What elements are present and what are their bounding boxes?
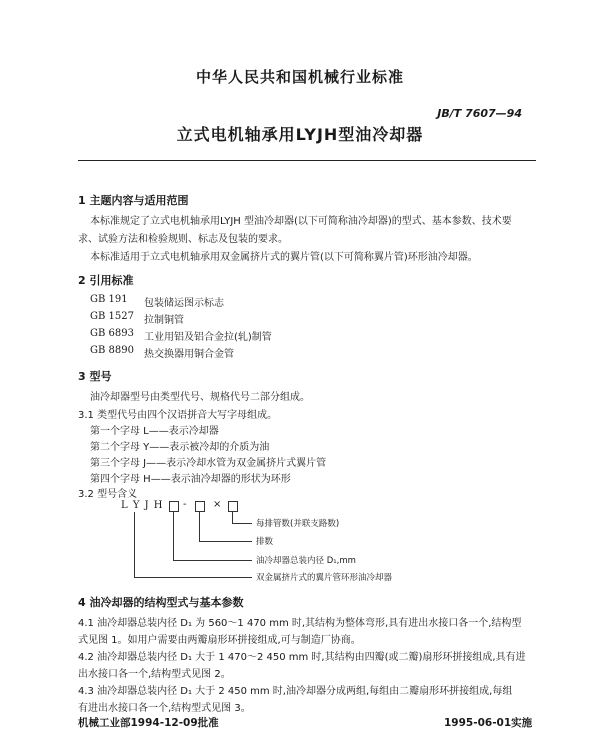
leader-line [199, 541, 252, 542]
diagram-label: 油冷却器总装内径 D₁,mm [256, 556, 356, 566]
section-1-paragraph-1-line-2: 求、试验方法和检验规则、标志及包装的要求。 [78, 234, 288, 245]
clause-4-2-line-2: 出水接口各一个,结构型式见图 2。 [78, 669, 231, 680]
standard-number: JB/T 7607—94 [437, 107, 522, 120]
clause-4-1-line-1: 4.1 油冷却器总装内径 D₁ 为 560～1 470 mm 时,其结构为整体弯形,具有进出水接口各一个,结构型 [78, 618, 522, 629]
reference-name: 拉制铜管 [144, 315, 184, 326]
section-3-heading: 3 型号 [78, 370, 112, 383]
section-4-heading: 4 油冷却器的结构型式与基本参数 [78, 596, 244, 609]
reference-code: GB 1527 [90, 311, 134, 322]
clause-4-3-line-1: 4.3 油冷却器总装内径 D₁ 大于 2 450 mm 时,油冷却器分成两组,每组由二瓣扇形环拼接组成,每组 [78, 686, 513, 697]
effective-date: 1995-06-01实施 [444, 717, 533, 729]
leader-line [173, 560, 252, 561]
leader-line [134, 512, 135, 577]
leader-line [173, 512, 174, 560]
code-times: × [213, 499, 222, 510]
leader-line [134, 577, 252, 578]
reference-name: 工业用铝及铝合金拉(轧)制管 [144, 332, 272, 343]
document-title: 立式电机轴承用LYJH型油冷却器 [176, 125, 424, 144]
reference-code: GB 8890 [90, 345, 134, 356]
clause-3-1: 3.1 类型代号由四个汉语拼音大写字母组成。 [78, 410, 278, 421]
clause-3-2: 3.2 型号含义 [78, 489, 138, 500]
letter-meaning: 第一个字母 L——表示冷却器 [90, 426, 219, 437]
diagram-label: 每排管数(并联支路数) [256, 519, 340, 529]
reference-code: GB 191 [90, 294, 128, 305]
reference-name: 包装储运图示标志 [144, 298, 224, 309]
standard-organization-title: 中华人民共和国机械行业标准 [195, 68, 404, 86]
section-2-heading: 2 引用标准 [78, 274, 134, 287]
reference-code: GB 6893 [90, 328, 134, 339]
clause-4-3-line-2: 有进出水接口各一个,结构型式见图 3。 [78, 703, 251, 714]
diameter-placeholder-box [169, 501, 179, 512]
approval-date: 机械工业部1994-12-09批准 [78, 717, 219, 729]
section-1-heading: 1 主题内容与适用范围 [78, 194, 189, 207]
leader-line [232, 523, 252, 524]
diagram-label: 双金属挤片式的翼片管环形油冷却器 [256, 573, 393, 583]
letter-meaning: 第三个字母 J——表示冷却水管为双金属挤片式翼片管 [90, 458, 327, 469]
section-3-intro: 油冷却器型号由类型代号、规格代号二部分组成。 [90, 392, 310, 403]
letter-meaning: 第四个字母 H——表示油冷却器的形状为环形 [90, 474, 291, 485]
leader-line [232, 512, 233, 523]
leader-line [199, 512, 200, 541]
reference-name: 热交换器用铜合金管 [144, 349, 234, 360]
clause-4-1-line-2: 式见图 1。如用户需要由两瓣扇形环拼接组成,可与制造厂协商。 [78, 635, 361, 646]
header-divider [78, 160, 536, 161]
model-type-code: L Y J H [121, 500, 164, 511]
section-1-paragraph-1-line-1: 本标准规定了立式电机轴承用LYJH 型油冷却器(以下可简称油冷却器)的型式、基本参数、技术要 [90, 216, 512, 227]
section-1-paragraph-2: 本标准适用于立式电机轴承用双金属挤片式的翼片管(以下可简称翼片管)环形油冷却器。 [90, 252, 478, 263]
rows-placeholder-box [195, 501, 205, 512]
letter-meaning: 第二个字母 Y——表示被冷却的介质为油 [90, 442, 270, 453]
code-dash: - [183, 499, 187, 510]
diagram-label: 排数 [256, 537, 274, 547]
clause-4-2-line-1: 4.2 油冷却器总装内径 D₁ 大于 1 470～2 450 mm 时,其结构由四瓣(或二瓣)扇形环拼接组成,具有进 [78, 652, 526, 663]
tubes-placeholder-box [228, 501, 238, 512]
